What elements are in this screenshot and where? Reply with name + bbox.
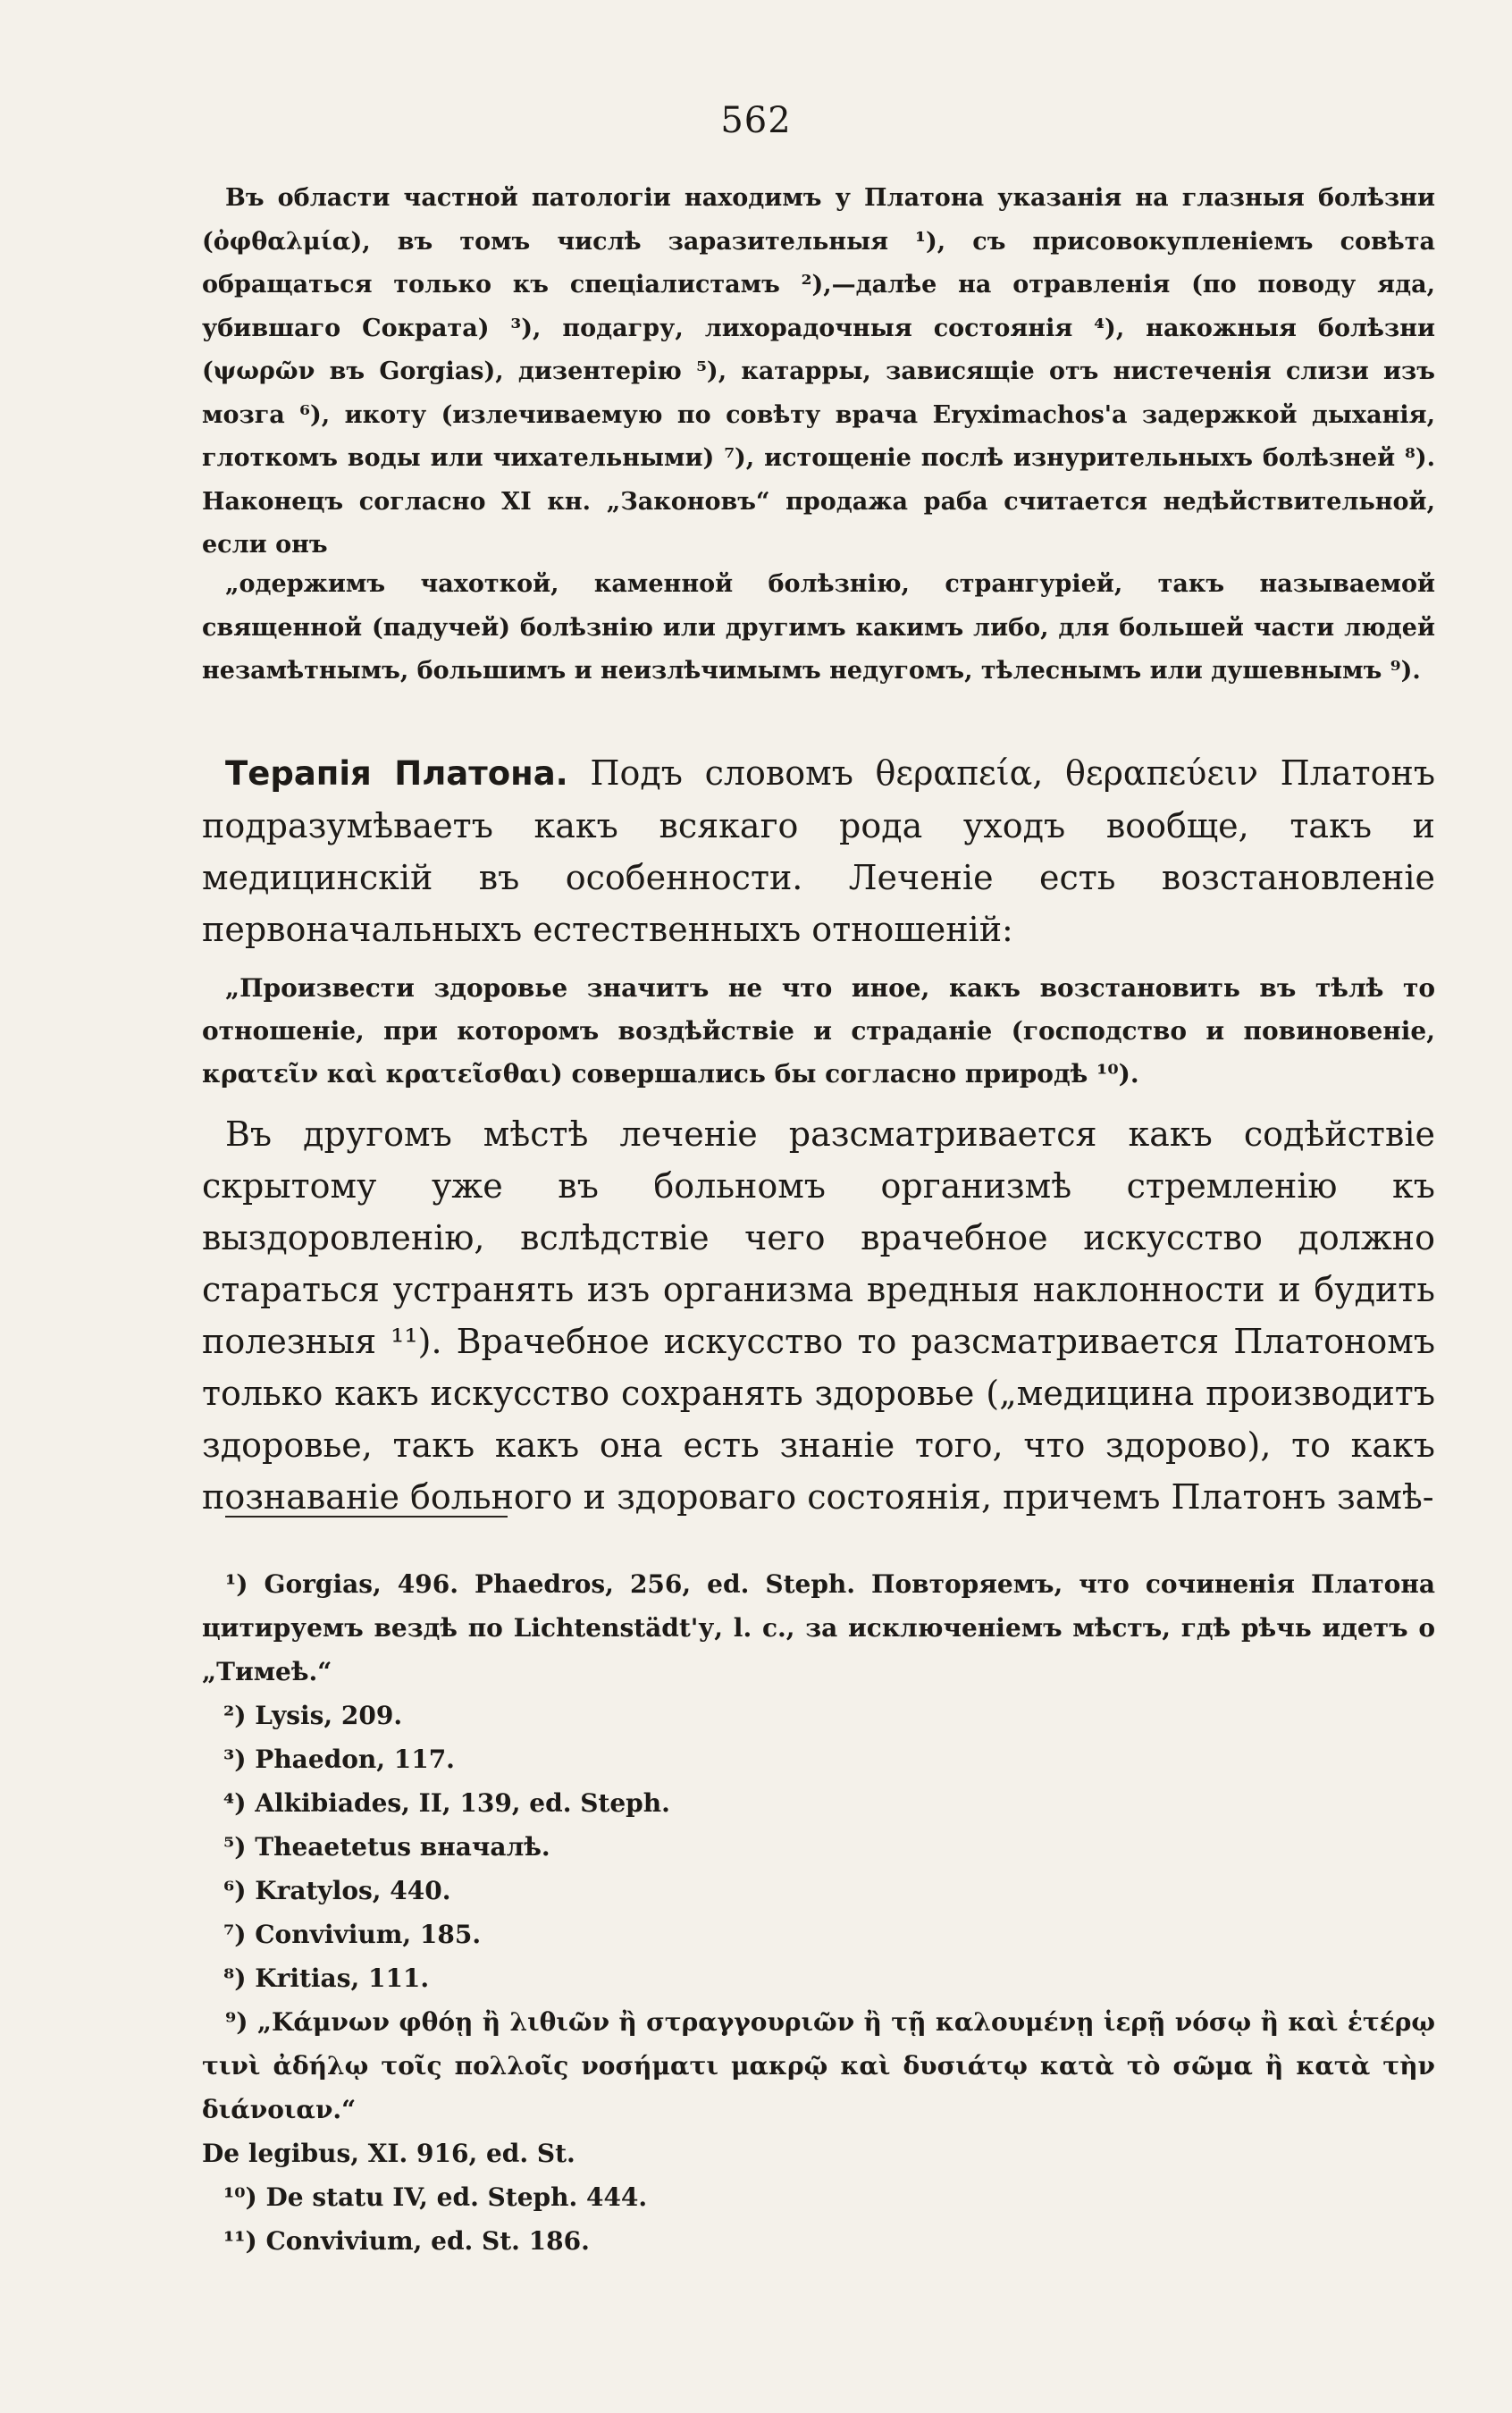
footnote-1: ¹) Gorgias, 496. Phaedros, 256, ed. Steph. Повторяемъ, что сочиненія Платона цитируемъ вездѣ по Lichtenstädt'у, l. c., за исключеніемъ мѣстъ, гдѣ рѣчь идетъ о „Тимеѣ.“: [202, 1569, 1435, 1686]
footnote-8: ⁸) Kritias, 111.: [223, 1963, 430, 1993]
therapy-paragraph-block: [202, 747, 1435, 955]
footnote-11: ¹¹) Convivium, ed. St. 186.: [223, 2226, 590, 2256]
footnote-4: ⁴) Alkibiades, II, 139, ed. Steph.: [223, 1788, 670, 1818]
footnote-6: ⁶) Kratylos, 440.: [223, 1876, 451, 1905]
pathology-paragraph-block: [202, 177, 1435, 568]
footnote-3: ³) Phaedon, 117.: [223, 1745, 455, 1774]
healing-paragraph: Въ другомъ мѣстѣ леченіе разсматривается какъ содѣйствіе скрытому уже въ больномъ организмѣ стремленію къ выздоровленію, вслѣдствіе чего врачебное искусство должно стараться устранять изъ организма вредныя наклонности и будить полезныя ¹¹). Врачебное искусство то разсматривается Платономъ только какъ искусство сохранять здоровье („медицина производитъ здоровье, такъ какъ она есть знаніе того, что здорово), то какъ познаваніе больного и здороваго состоянія, причемъ Платонъ замѣ-: [202, 1114, 1435, 1517]
footnote-7: ⁷) Convivium, 185.: [223, 1920, 482, 1949]
health-definition-quote-block: [202, 967, 1435, 1096]
therapy-paragraph: [202, 747, 1435, 955]
slave-law-quote: „одержимъ чахоткой, каменной болѣзнію, странгуріей, такъ называемой священной (падучей) болѣзнію или другимъ какимъ либо, для большей части людей незамѣтнымъ, большимъ и неизлѣчимымъ недугомъ, тѣлеснымъ или душевнымъ ⁹).: [202, 570, 1435, 685]
footnote-2: ²) Lysis, 209.: [223, 1701, 403, 1730]
footnote-5: ⁵) Theaetetus вначалѣ.: [223, 1832, 550, 1862]
healing-paragraph-block: [202, 1108, 1435, 1523]
footnote-10: ¹⁰) De statu IV, ed. Steph. 444.: [223, 2182, 648, 2212]
footnotes: [202, 1562, 1435, 2263]
footnote-9: ⁹) „Κάμνων φθόῃ ἢ λιθιῶν ἢ στραγγουριῶν ἢ τῇ καλουμένῃ ἱερῇ νόσῳ ἢ καὶ ἑτέρῳ τινὶ ἀδήλῳ τοῖς πολλοῖς νοσήματι μακρῷ καὶ δυσιάτῳ κατὰ τὸ σῶμα ἢ κατὰ τὴν διάνοιαν.“: [202, 2007, 1435, 2124]
slave-law-quote-block: [202, 563, 1435, 694]
health-definition-quote: „Произвести здоровье значитъ не что иное, какъ возстановить въ тѣлѣ то отношеніе, при которомъ воздѣйствіе и страданіе (господство и повиновеніе, κρατεῖν καὶ κρατεῖσθαι) совершались бы согласно природѣ ¹⁰).: [202, 973, 1435, 1089]
footnote-9-source: De legibus, XI. 916, ed. St.: [202, 2139, 575, 2168]
section-heading: Терапія Платона.: [225, 754, 568, 793]
footnote-separator: [225, 1516, 508, 1518]
pathology-paragraph: Въ области частной патологіи находимъ у Платона указанія на глазныя болѣзни (ὀφθαλμία), въ томъ числѣ заразительныя ¹), съ присовокупленіемъ совѣта обращаться только къ спеціалистамъ ²),—далѣе на отравленія (по поводу яда, убившаго Сократа) ³), подагру, лихорадочныя состоянія ⁴), накожныя болѣзни (ψωρῶν въ Gorgias), дизентерію ⁵), катарры, зависящіе отъ нистеченія слизи изъ мозга ⁶), икоту (излечиваемую по совѣту врача Eryximachos'а задержкой дыханія, глоткомъ воды или чихательными) ⁷), истощеніе послѣ изнурительныхъ болѣзней ⁸). Наконецъ согласно XI кн. „Законовъ“ продажа раба считается недѣйствительной, если онъ: [202, 184, 1435, 559]
therapy-paragraph-text: Подъ словомъ θεραπεία, θεραπεύειν Платонъ подразумѣваетъ какъ всякаго рода уходъ вообще, такъ и медицинскій въ особенности. Леченіе есть возстановленіе первоначальныхъ естественныхъ отношеній:: [202, 753, 1436, 949]
page-number: 562: [720, 100, 792, 141]
